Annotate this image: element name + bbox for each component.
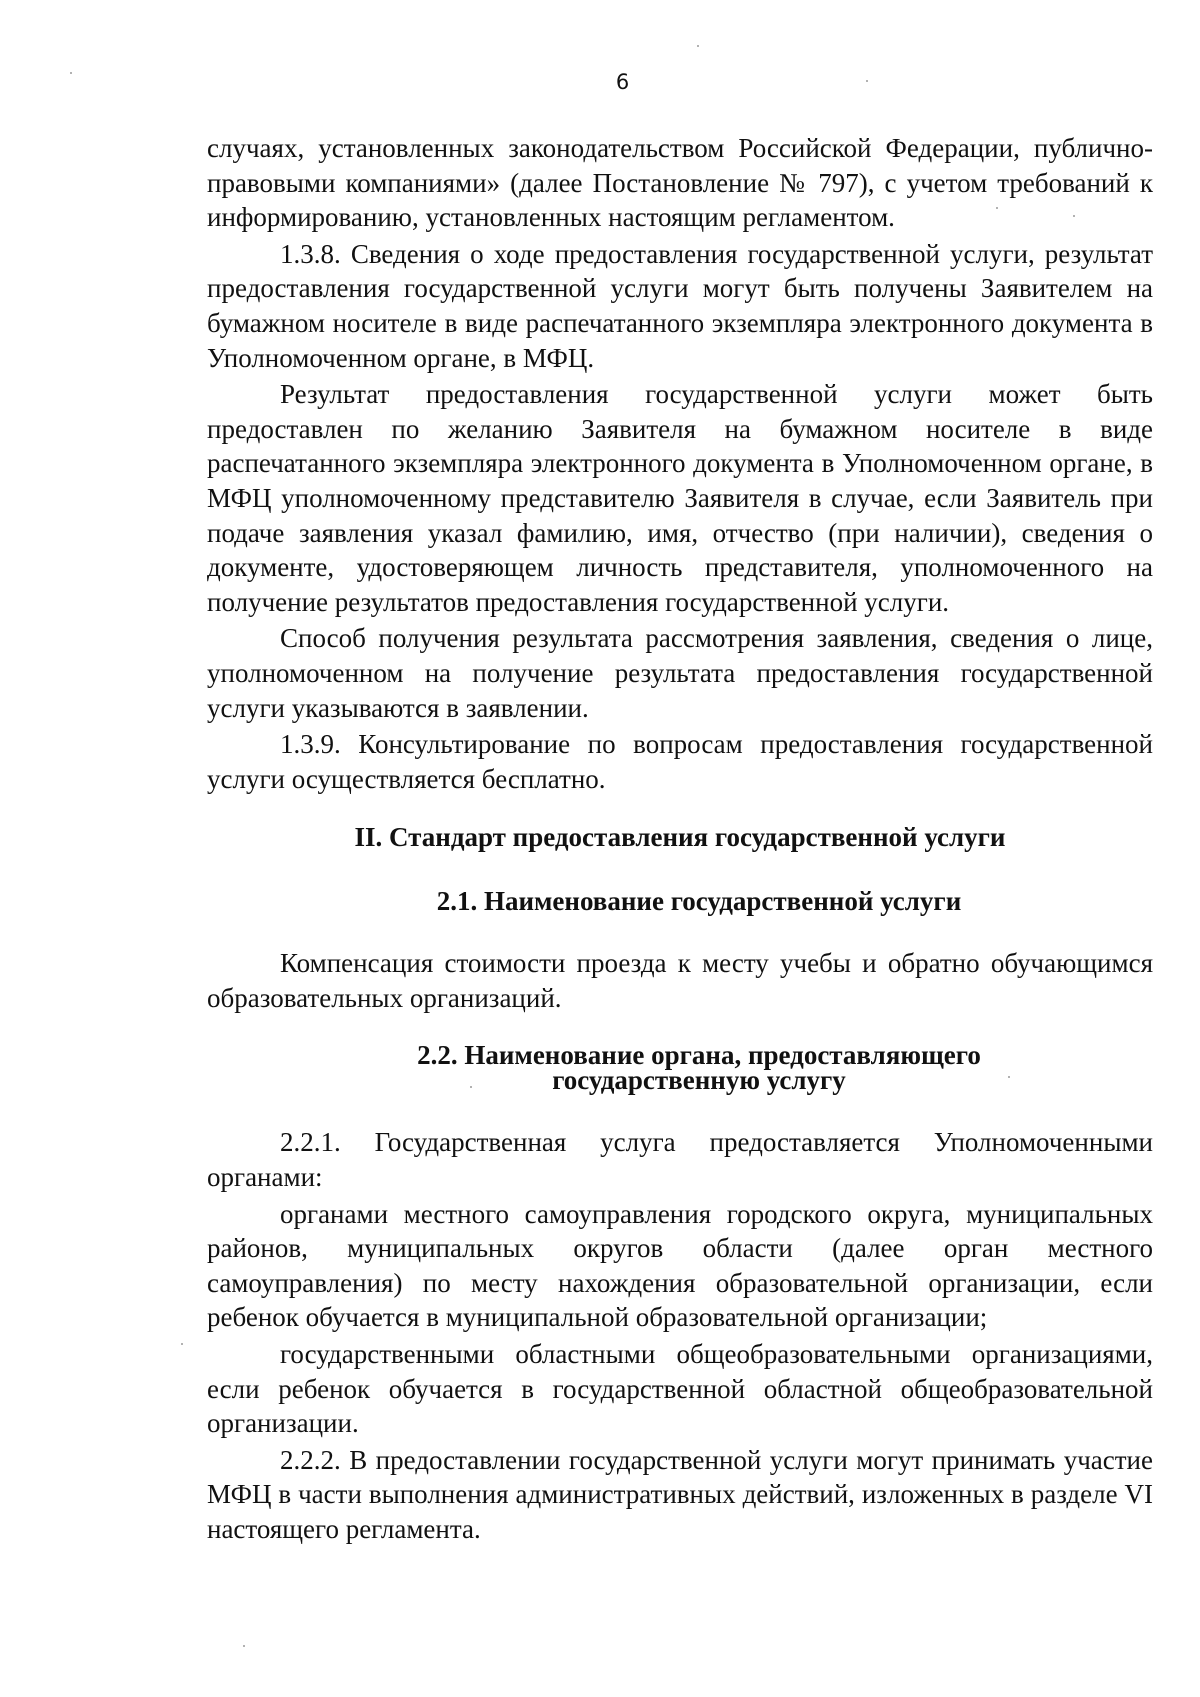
subsection-heading-2-2-line2: государственную услугу: [552, 1065, 846, 1096]
section-heading-2: II. Стандарт предоставления государственной услуги: [354, 822, 1006, 853]
document-body: [207, 131, 1153, 1547]
subsection-heading-2-2-line1: 2.2. Наименование органа, предоставляющего: [417, 1040, 981, 1071]
paragraph-2-2-2: 2.2.2. В предоставлении государственной услуги могут принимать участие МФЦ в части выполнения административных действий, изложенных в разделе VI настоящего регламента.: [207, 1444, 1153, 1544]
paragraph-1-3-9: 1.3.9. Консультирование по вопросам предоставления государственной услуги осуществляется бесплатно.: [207, 729, 1153, 794]
paragraph-result-delivery: Результат предоставления государственной услуги может быть предоставлен по желанию Заявителя на бумажном носителе в виде распечатанного экземпляра электронного документа в Уполномоченном органе, в МФЦ уполномоченному представителю Заявителя в случае, если Заявитель при подаче заявления указал фамилию, имя, отчество (при наличии), сведения о документе, удостоверяющем личность представителя, уполномоченного на получение результатов предоставления государственной услуги.: [207, 379, 1153, 617]
paragraph-continuation: случаях, установленных законодательством Российской Федерации, публично-правовыми компаниями» (далее Постановление № 797), с учетом требований к информированию, установленных настоящим регламентом.: [207, 133, 1153, 233]
paragraph-service-name: Компенсация стоимости проезда к месту учебы и обратно обучающимся образовательных организаций.: [207, 948, 1153, 1013]
paragraph-1-3-8: 1.3.8. Сведения о ходе предоставления государственной услуги, результат предоставления государственной услуги могут быть получены Заявителем на бумажном носителе в виде распечатанного экземпляра электронного документа в Уполномоченном органе, в МФЦ.: [207, 238, 1153, 373]
scan-speck: [866, 80, 868, 82]
scan-speck: [181, 1343, 183, 1345]
list-item-local-authorities: органами местного самоуправления городского округа, муниципальных районов, муниципальных округов области (далее орган местного самоуправления) по месту нахождения образовательной организации, если ребенок обучается в муниципальной образовательной организации;: [207, 1198, 1153, 1333]
paragraph-2-2-1: 2.2.1. Государственная услуга предоставляется Уполномоченными органами:: [207, 1127, 1153, 1193]
page-number: 6: [615, 70, 630, 94]
paragraph-result-method: Способ получения результата рассмотрения заявления, сведения о лице, уполномоченном на получение результата предоставления государственной услуги указываются в заявлении.: [207, 623, 1153, 723]
subsection-heading-2-1: 2.1. Наименование государственной услуги: [436, 886, 962, 917]
subsection-heading-2-2: [207, 1040, 1153, 1096]
scan-speck: [697, 45, 699, 47]
scan-speck: [243, 1645, 245, 1647]
scan-speck: [70, 72, 72, 74]
list-item-regional-organizations: государственными областными общеобразовательными организациями, если ребенок обучается в государственной областной общеобразовательной организации.: [207, 1339, 1153, 1439]
